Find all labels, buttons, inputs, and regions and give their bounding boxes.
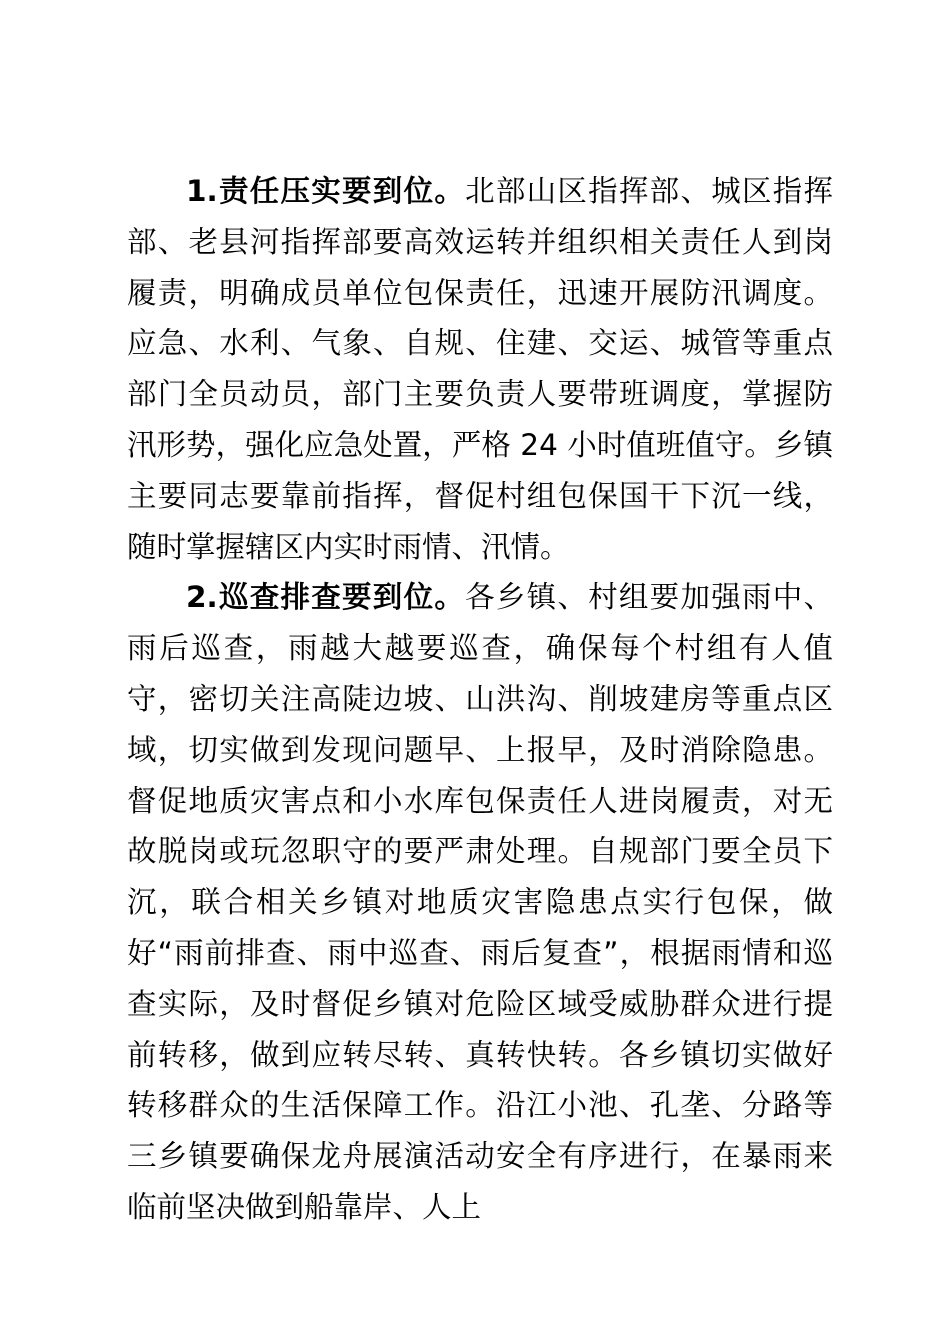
paragraph-text: 各乡镇、村组要加强雨中、雨后巡查，雨越大越要巡查，确保每个村组有人值守，密切关注高陡边坡、山洪沟、削坡建房等重点区域，切实做到发现问题早、上报早，及时消除隐患。督促地质灾害点和小水库包保责任人进岗履责，对无故脱岗或玩忽职守的要严肃处理。自规部门要全员下沉，联合相关乡镇对地质灾害隐患点实行包保，做好“雨前排查、雨中巡查、雨后复查”，根据雨情和巡查实际，及时督促乡镇对危险区域受威胁群众进行提前转移，做到应转尽转、真转快转。各乡镇切实做好转移群众的生活保障工作。沿江小池、孔垄、分路等三乡镇要确保龙舟展演活动安全有序进行，在暴雨来临前坚决做到船靠岸、人上 — [127, 580, 833, 1224]
paragraph-inspection — [127, 572, 833, 1232]
paragraph-heading: 1.责任压实要到位。 — [186, 174, 466, 208]
paragraph-text: 北部山区指挥部、城区指挥部、老县河指挥部要高效运转并组织相关责任人到岗履责，明确成员单位包保责任，迅速开展防汛调度。应急、水利、气象、自规、住建、交运、城管等重点部门全员动员，部门主要负责人要带班调度，掌握防汛形势，强化应急处置，严格 24 小时值班值守。乡镇主要同志要靠前指挥，督促村组包保国干下沉一线，随时掌握辖区内实时雨情、汛情。 — [127, 174, 833, 564]
document-body — [127, 166, 833, 1233]
paragraph-responsibility — [127, 166, 833, 572]
paragraph-heading: 2.巡查排查要到位。 — [186, 580, 466, 615]
